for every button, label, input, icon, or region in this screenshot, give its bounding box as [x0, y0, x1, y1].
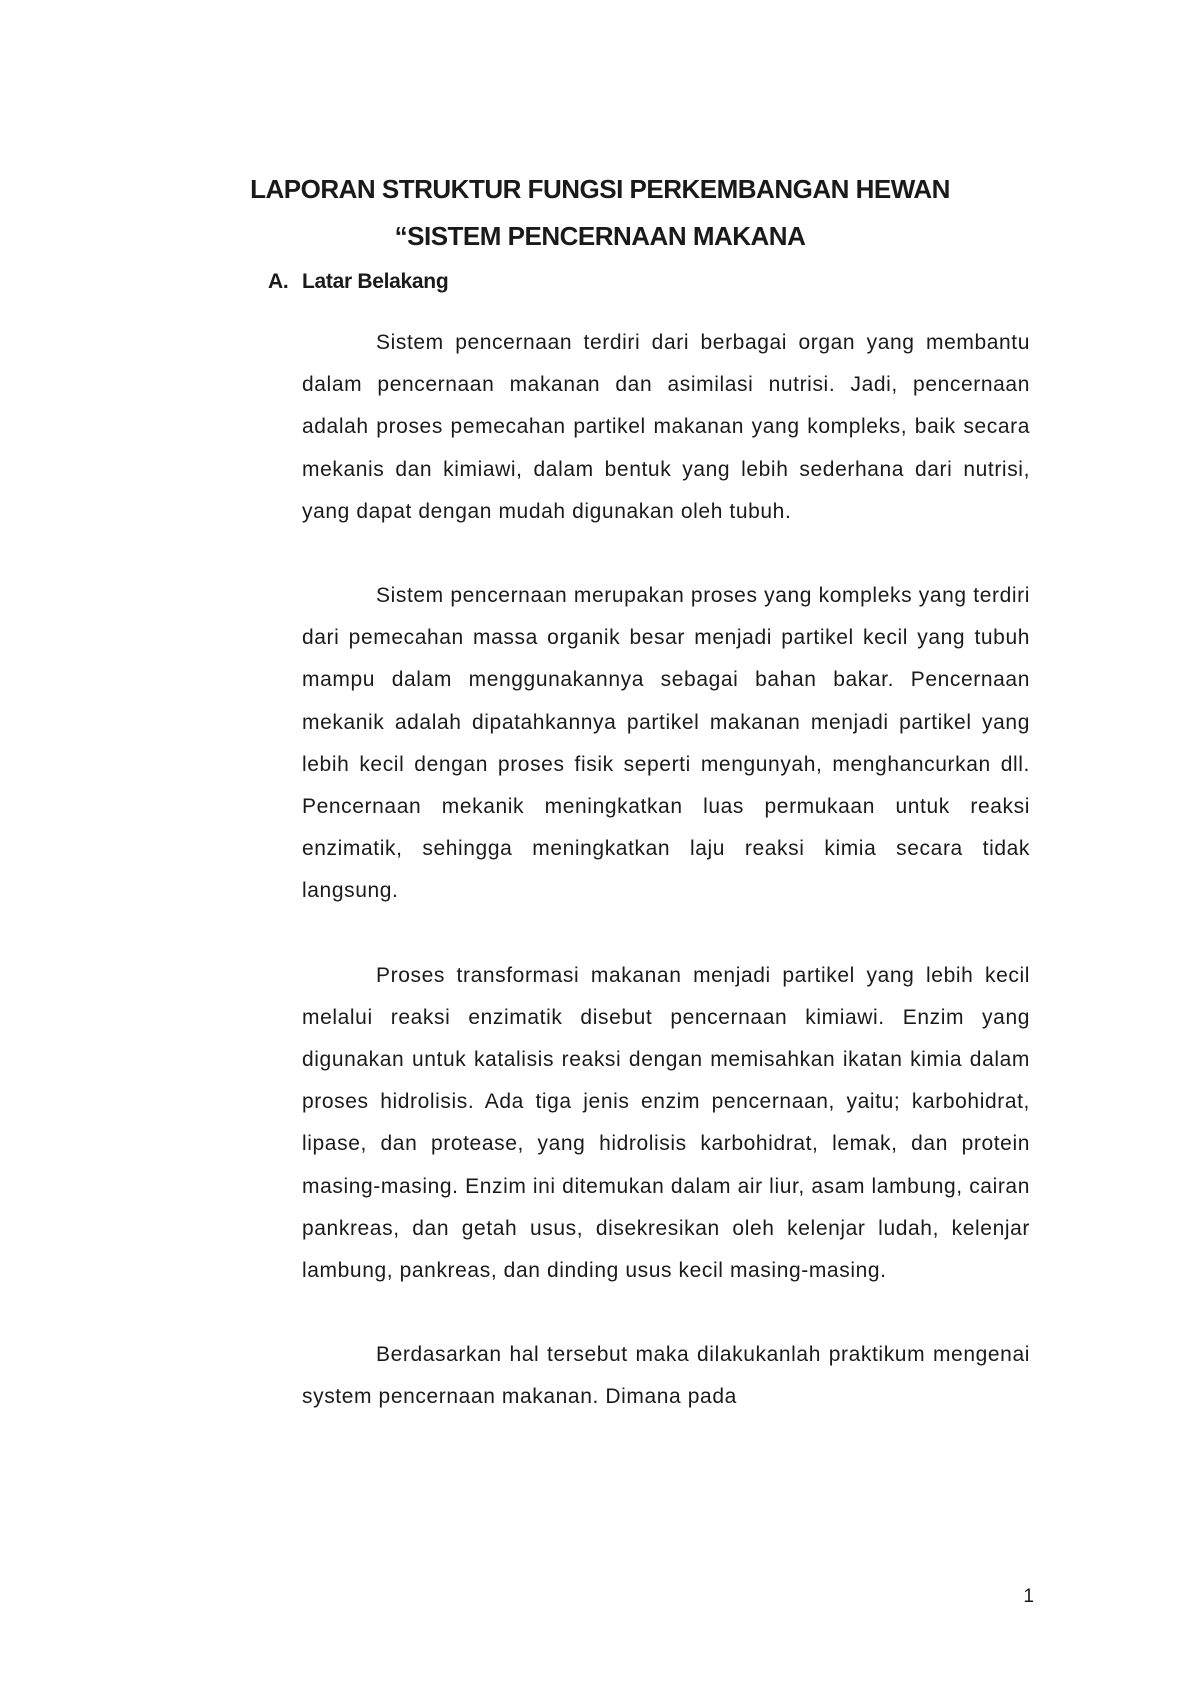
- body-text: [302, 322, 1030, 1461]
- paragraph-3: Proses transformasi makanan menjadi partikel yang lebih kecil melalui reaksi enzimatik disebut pencernaan kimiawi. Enzim yang digunakan untuk katalisis reaksi dengan memisahkan ikatan kimia dalam proses hidrolisis. Ada tiga jenis enzim pencernaan, yaitu; karbohidrat, lipase, dan protease, yang hidrolisis karbohidrat, lemak, dan protein masing-masing. Enzim ini ditemukan dalam air liur, asam lambung, cairan pankreas, dan getah usus, disekresikan oleh kelenjar ludah, kelenjar lambung, pankreas, dan dinding usus kecil masing-masing.: [302, 963, 1030, 1283]
- paragraph-1: Sistem pencernaan terdiri dari berbagai organ yang membantu dalam pencernaan makanan dan asimilasi nutrisi. Jadi, pencernaan adalah proses pemecahan partikel makanan yang kompleks, baik secara mekanis dan kimiawi, dalam bentuk yang lebih sederhana dari nutrisi, yang dapat dengan mudah digunakan oleh tubuh.: [302, 331, 1030, 523]
- paragraph-2: Sistem pencernaan merupakan proses yang kompleks yang terdiri dari pemecahan massa organik besar menjadi partikel kecil yang tubuh mampu dalam menggunakannya sebagai bahan bakar. Pencernaan mekanik adalah dipatahkannya partikel makanan menjadi partikel yang lebih kecil dengan proses fisik seperti mengunyah, menghancurkan dll. Pencernaan mekanik meningkatkan luas permukaan untuk reaksi enzimatik, sehingga meningkatkan laju reaksi kimia secara tidak langsung.: [302, 584, 1030, 903]
- section-heading: [268, 270, 448, 294]
- section-heading-text: Latar Belakang: [302, 270, 449, 293]
- section-letter: A.: [268, 270, 289, 293]
- page-number: 1: [1023, 1586, 1034, 1607]
- paragraph-4: Berdasarkan hal tersebut maka dilakukanlah praktikum mengenai system pencernaan makanan. Dimana pada: [302, 1343, 1030, 1409]
- document-title-line-1: LAPORAN STRUKTUR FUNGSI PERKEMBANGAN HEWAN: [250, 174, 950, 204]
- document-title-line-2: “SISTEM PENCERNAAN MAKANA: [394, 221, 806, 251]
